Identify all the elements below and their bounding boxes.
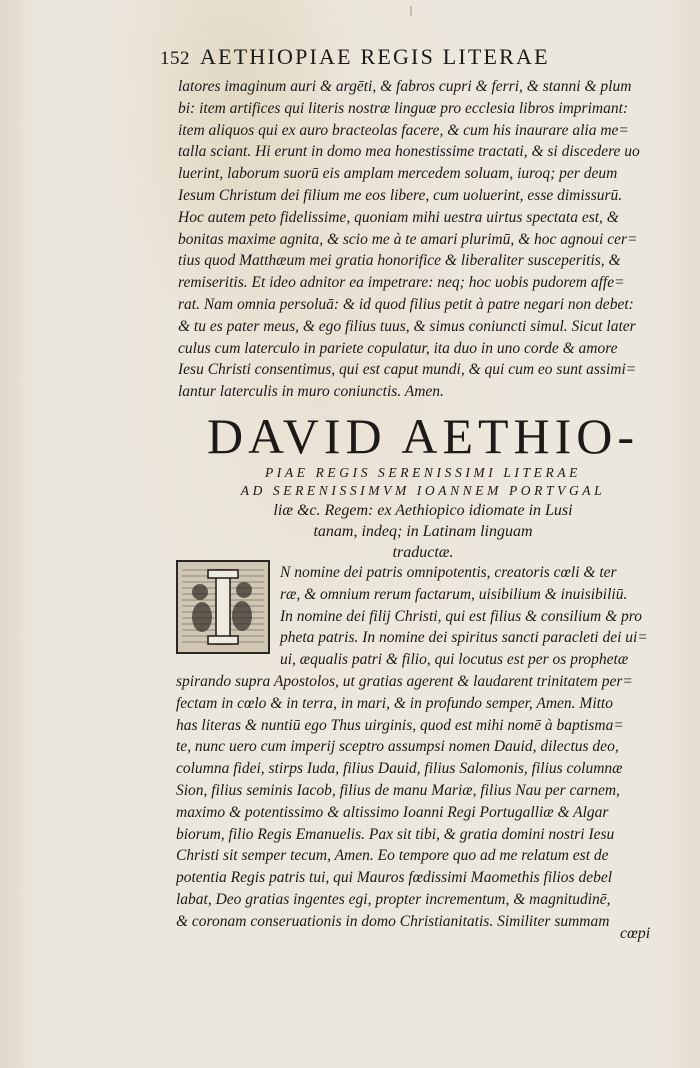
text-line: talla sciant. Hi erunt in domo mea honestissime tractati, & si discedere uo xyxy=(178,143,640,161)
text-line: In nomine dei filij Christi, qui est filius & consilium & pro xyxy=(280,607,642,625)
text-line: Hoc autem peto fidelissime, quoniam mihi uestra uirtus spectata est, & xyxy=(178,208,619,226)
letter-title-block xyxy=(188,408,658,563)
text-line: ui, æqualis patri & filio, qui locutus est per os prophetæ xyxy=(280,651,629,669)
text-line: te, nunc uero cum imperij sceptro assumpsi nomen Dauid, dilectus deo, xyxy=(176,738,619,756)
text-line: spirando supra Apostolos, ut gratias agerent & laudarent trinitatem per= xyxy=(176,672,633,690)
letter-title-line: PIAE REGIS SERENISSIMI LITERAE xyxy=(264,465,582,480)
page-header xyxy=(160,44,660,74)
text-line: Christi sit semper tecum, Amen. Eo tempore quo ad me relatum est de xyxy=(176,847,609,865)
text-line: item aliquos qui ex auro bracteolas facere, & cum his inaurare alia me= xyxy=(178,121,629,139)
text-line: latores imaginum auri & argēti, & fabros cupri & ferri, & stanni & plum xyxy=(178,78,632,95)
text-line: N nomine dei patris omnipotentis, creatoris cœli & ter xyxy=(280,564,617,581)
text-line: culus cum laterculo in pariete copulatur, ita duo in uno corde & amore xyxy=(178,339,618,357)
letter-title-line: liæ &c. Regem: ex Aethiopico idiomate in Lusi xyxy=(273,502,573,519)
text-line: has literas & nuntiū ego Thus uirginis, quod est mihi nomē à baptisma= xyxy=(176,716,624,734)
text-line: potentia Regis patris tui, qui Mauros fœdissimi Maomethis filios debel xyxy=(176,869,613,887)
page-mark xyxy=(410,6,412,16)
text-line: ræ, & omnium rerum factarum, uisibilium & inuisibiliū. xyxy=(280,585,628,603)
letter-text-block xyxy=(176,562,662,933)
text-line: luerint, laborum suorū eis amplam mercedem soluam, iuroq; per deum xyxy=(178,165,618,183)
text-line: & coronam conseruationis in domo Christianitatis. Similiter summam xyxy=(176,912,610,930)
letter-title-line: traductæ. xyxy=(392,544,454,561)
text-line: & tu es pater meus, & ego filius tuus, & simus coniuncti simul. Sicut later xyxy=(178,317,636,335)
text-line: pheta patris. In nomine dei spiritus sancti paracleti dei ui= xyxy=(280,629,648,647)
catchword: cœpi xyxy=(620,925,651,942)
running-title: AETHIOPIAE REGIS LITERAE xyxy=(200,44,550,69)
text-line: remiseritis. Et ideo adnitor ea impetrare: neq; hoc uobis pudorem affe= xyxy=(178,274,625,292)
text-line: maximo & potentissimo & altissimo Ioanni Regi Portugalliæ & Algar xyxy=(176,803,609,821)
text-line: columna fidei, stirps Iuda, filius Dauid, filius Salomonis, filius columnæ xyxy=(176,760,623,778)
text-line: labat, Deo gratias ingentes egi, propter incrementum, & magnitudinē, xyxy=(176,890,611,908)
folio-number: 152 xyxy=(160,48,190,69)
text-line: Iesu Christi consentimus, qui est caput mundi, & qui cum eo sunt assimi= xyxy=(178,361,637,379)
text-line: rat. Nam omnia persoluā: & id quod filius petit à patre negari non debet: xyxy=(178,295,634,313)
upper-text-block xyxy=(178,76,662,403)
text-line: Sion, filius seminis Iacob, filius de manu Mariæ, filius Nau per carnem, xyxy=(176,781,620,799)
letter-title-main: DAVID AETHIO- xyxy=(206,408,640,464)
text-line: fectam in cœlo & in terra, in mari, & in profundo semper, Amen. Mitto xyxy=(176,694,613,712)
text-line: bi: item artifices qui literis nostræ linguæ pro ecclesia libros imprimant: xyxy=(178,99,629,117)
text-line: tius quod Matthæum mei gratia honorifice & liberaliter susceperitis, & xyxy=(178,252,621,270)
text-line: lantur laterculis in muro coniunctis. Amen. xyxy=(178,383,444,401)
text-line: bonitas maxime agnita, & scio me à te amari plurimū, & hoc agnoui cer= xyxy=(178,230,638,248)
letter-title-line: AD SERENISSIMVM IOANNEM PORTVGAL xyxy=(240,483,606,498)
text-line: biorum, filio Regis Emanuelis. Pax sit tibi, & gratia domini nostri Iesu xyxy=(176,825,615,843)
letter-title-line: tanam, indeq; in Latinam linguam xyxy=(313,523,533,540)
text-line: Iesum Christum dei filium me eos libere, cum uoluerint, esse dimissurū. xyxy=(178,186,623,204)
